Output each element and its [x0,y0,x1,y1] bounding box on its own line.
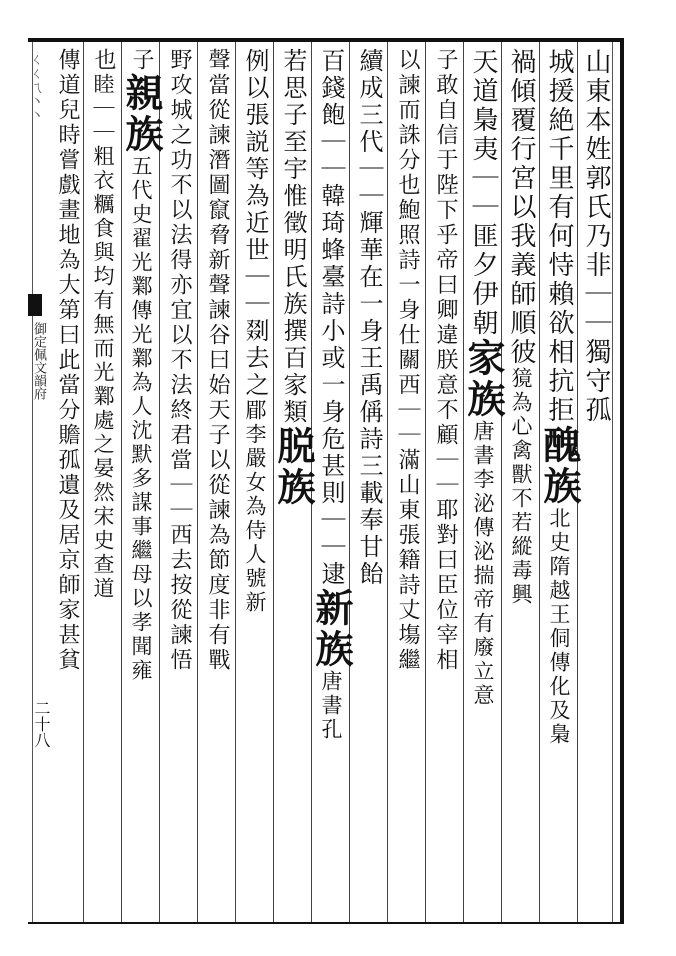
spine-title: 御定佩文韻府 [31,322,46,400]
text-column-2 [537,48,582,916]
entry-heading: 親族 [119,73,164,155]
column-text: 百錢飽｜｜韓琦蜂臺詩小或一身危甚則｜｜逮 [317,48,345,588]
column-text: 續成三代｜｜輝華在一身王禹偁詩三載奉甘飴 [355,48,383,588]
column-text: 城援絶千里有何恃賴欲相抗拒 [544,48,574,425]
column-text: 山東本姓郭氏乃非｜｜獨守孤 [581,48,611,425]
column-text: 也 [91,48,116,73]
text-column-8 [309,48,354,916]
entry-heading: 家族 [461,338,506,420]
text-column-6 [388,48,426,916]
folio-number: 二十八 [32,700,51,748]
citation-note: 五代史翟光鄴傳光鄴為人沈默多謀事繼母以孝聞雍 [129,155,153,683]
column-text: 子 [129,48,154,73]
text-column-10 [236,48,274,916]
text-column-15 [50,48,84,916]
column-text: 天道梟夷｜｜匪夕伊朝 [468,48,498,338]
entry-heading: 新族 [309,588,354,670]
text-column-14 [84,48,122,916]
fish-tail-mark [28,294,42,316]
citation-note: 郿李嚴女為侍人號新 [243,399,267,615]
column-text: 若思子至宇惟徵明氏族撰百家類 [279,48,307,426]
citation-note: 獍為心禽獸不若縱毒興 [509,367,533,607]
text-column-7 [350,48,388,916]
column-text: 禍傾覆行宮以我義師順彼 [506,48,536,367]
text-column-3 [502,48,540,916]
frame-right-border [620,38,624,924]
entry-heading: 脱族 [271,426,316,508]
text-column-12 [160,48,198,916]
text-column-9 [271,48,316,916]
frame-top-border [28,38,624,42]
entry-heading: 醜族 [537,425,582,507]
citation-note: 唐書李泌傳泌揣帝有廢立意 [471,420,495,708]
spine-marks: ㄑㄑㄟ丶丶 [28,52,44,122]
column-text: 子敢自信于陛下乎帝曰卿違朕意不顧｜｜耶對曰臣位宰相 [433,48,458,673]
column-text: 例以張説等為近世｜｜剟去之 [241,48,269,399]
column-text: 以諫而誅分也鮑照詩一身仕關西｜｜滿山東張籍詩丈塲繼 [395,48,420,673]
citation-note: 北史隋越王侗傳化及梟 [547,507,571,747]
column-text: 傳道兒時嘗戲畫地為大第曰此當分贍孤遺及居京師家甚貧 [55,48,80,673]
citation-note: 唐書孔 [319,670,343,742]
text-column-4 [461,48,506,916]
text-column-13 [119,48,164,916]
text-column-11 [198,48,236,916]
text-column-1 [578,48,614,916]
frame-bottom-border [28,922,624,924]
column-text: 聲當從諫潛圖竄脅新聲諫谷曰始天子以從諫為節度非有戰 [205,48,230,673]
column-text: 野攻城之功不以法得亦宜以不法終君當｜｜西去按從諫悟 [167,48,192,673]
citation-note: 睦｜｜粗衣糲食與均有無而光鄴處之晏然宋史查道 [91,73,115,601]
text-column-5 [426,48,464,916]
